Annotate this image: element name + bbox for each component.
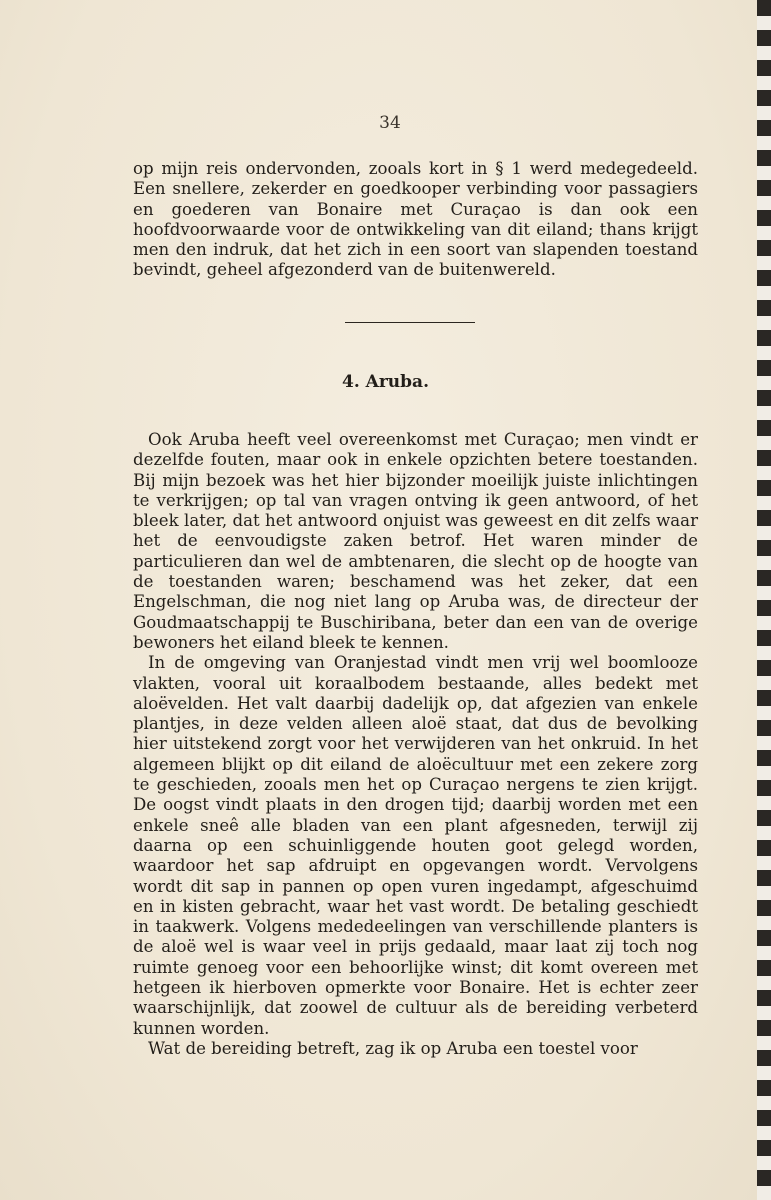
- opening-paragraph-block: [133, 159, 698, 281]
- body-paragraph: In de omgeving van Oranjestad vindt men vrij wel boomlooze vlakten, vooral uit koraalbodem bestaande, alles bedekt met aloëvelden. Het valt daarbij dadelijk op, dat afgezien van enkele plantjes, in deze velden alleen aloë staat, dat dus de bevolking hier uitstekend zorgt voor het verwijderen van het onkruid. In het algemeen blijkt op dit eiland de aloëcultuur met een zekere zorg te geschieden, zooals men het op Curaçao nergens te zien krijgt. De oogst vindt plaats in den drogen tijd; daarbij worden met een enkele sneê alle bladen van een plant afgesneden, terwijl zij daarna op een schuinliggende houten goot gelegd worden, waardoor het sap afdruipt en opgevangen wordt. Vervolgens wordt dit sap in pannen op open vuren ingedampt, afgeschuimd en in kisten gebracht, waar het vast wordt. De betaling geschiedt in taakwerk. Volgens mededeelingen van verschillende planters is de aloë wel is waar veel in prijs gedaald, maar laat zij toch nog ruimte genoeg voor een behoorlijke winst; dit komt overeen met hetgeen ik hierboven opmerkte voor Bonaire. Het is echter zeer waarschijnlijk, dat zoowel de cultuur als de bereiding verbeterd kunnen worden.: [133, 653, 698, 1038]
- section-body: [133, 430, 698, 1059]
- scan-binding-edge: [757, 0, 771, 1200]
- section-divider: [345, 322, 475, 323]
- page-number: 34: [379, 113, 401, 133]
- body-paragraph: Ook Aruba heeft veel overeenkomst met Curaçao; men vindt er dezelfde fouten, maar ook in enkele opzichten betere toestanden. Bij mijn bezoek was het hier bijzonder moeilijk juiste inlichtingen te verkrijgen; op tal van vragen ontving ik geen antwoord, of het bleek later, dat het antwoord onjuist was geweest en dit zelfs waar het de eenvoudigste zaken betrof. Het waren minder de particulieren dan wel de ambtenaren, die slecht op de hoogte van de toestanden waren; beschamend was het zeker, dat een Engelschman, die nog niet lang op Aruba was, de directeur der Goudmaatschappij te Buschiribana, beter dan een van de overige bewoners het eiland bleek te kennen.: [133, 430, 698, 652]
- body-paragraph: Wat de bereiding betreft, zag ik op Aruba een toestel voor: [148, 1038, 638, 1058]
- opening-paragraph: op mijn reis ondervonden, zooals kort in § 1 werd medegedeeld. Een snellere, zekerder en goedkooper verbinding voor passagiers en goederen van Bonaire met Curaçao is dan ook een hoofdvoorwaarde voor de ontwikkeling van dit eiland; thans krijgt men den indruk, dat het zich in een soort van slapenden toestand bevindt, geheel afgezonderd van de buitenwereld.: [133, 159, 698, 280]
- section-heading: 4. Aruba.: [342, 372, 429, 392]
